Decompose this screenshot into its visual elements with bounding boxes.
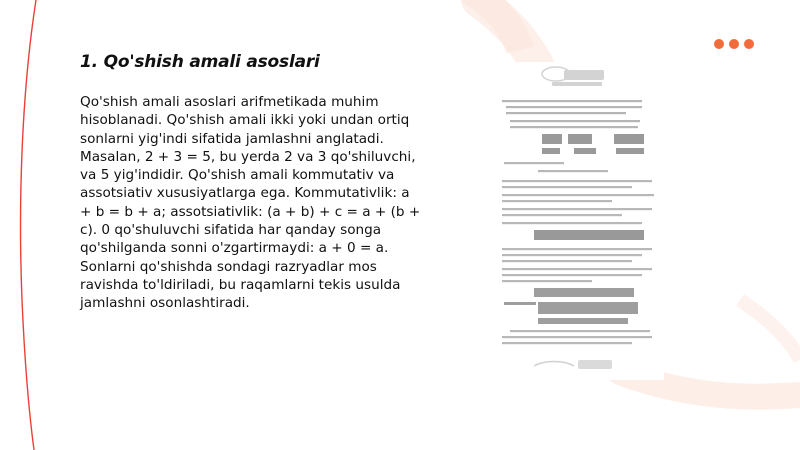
dot-icon bbox=[729, 39, 739, 49]
slide-title: 1. Qo'shish amali asoslari bbox=[80, 52, 320, 72]
slide-body-text: Qo'shish amali asoslari arifmetikada muhim hisoblanadi. Qo'shish amali ikki yoki undan ortiq sonlarni yig'indi sifatida jamlashni anglatadi. Masalan, 2 + 3 = 5, bu yerda 2 va 3 qo'shiluvchi, va 5 yig'indidir. Qo'shish amali kommutativ va assotsiativ xususiyatlarga ega. Kommutativlik: a + b = b + a; assotsiativlik: (a + b) + c = a + (b + c). 0 qo'shuluvchi sifatida har qanday songa qo'shilganda sonni o'zgartirmaydi: a + 0 = a. Sonlarni qo'shishda sondagi razryadlar mos ravishda to'ldiriladi, bu raqamlarni tekis usulda jamlashni osonlashtiradi. bbox=[80, 94, 421, 312]
textbook-page-image bbox=[494, 62, 664, 380]
three-dots-icon bbox=[714, 39, 754, 49]
dot-icon bbox=[714, 39, 724, 49]
dot-icon bbox=[744, 39, 754, 49]
